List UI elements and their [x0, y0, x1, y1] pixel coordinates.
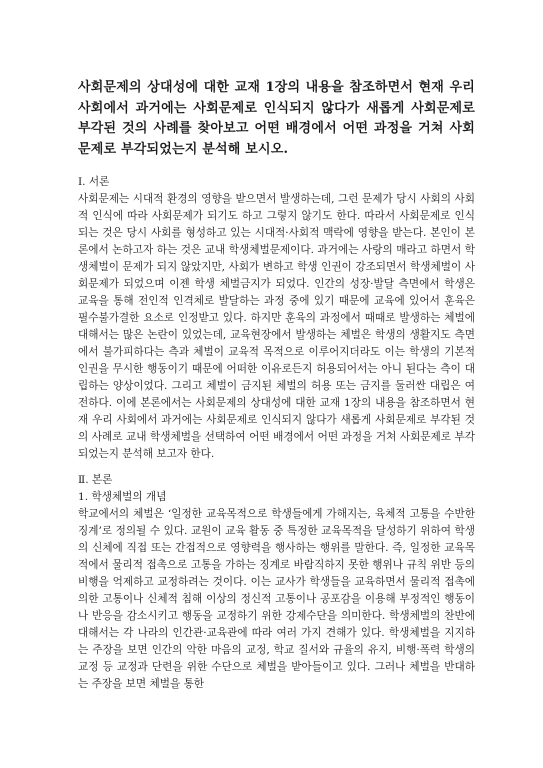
subsection-paragraph: 학교에서의 체벌은 ‘일정한 교육목적으로 학생들에게 가해지는, 육체적 고통을 수반한 징계’로 정의될 수 있다. 교원이 교육 활동 중 특정한 교육목적을 달성하기 위하여 학생의 신체에 직접 또는 간접적으로 영향력을 행사하는 행위를 말한다. 즉, 일정한 교육목적에서 물리적 접촉으로 고통을 가하는 징계로 바람직하지 못한 행위나 규칙 위반 등의 비행을 억제하고 교정하려는 것이다. 이는 교사가 학생들을 교육하면서 물리적 접촉에 의한 고통이나 신체적 침해 이상의 정신적 고통이나 공포감을 이용해 부정적인 행동이나 반응을 감소시키고 행동을 교정하기 위한 강제수단을 의미한다. 학생체벌의 찬반에 대해서는 각 나라의 인간관·교육관에 따라 여러 가지 견해가 있다. 학생체벌을 지지하는 주장을 보면 인간의 악한 마음의 교정, 학교 질서와 규율의 유지, 비행·폭력 학생의 교정 등 교정과 단련을 위한 수단으로 체벌을 받아들이고 있다. 그러나 체벌을 반대하는 주장을 보면 체벌을 통한: [78, 508, 475, 690]
assignment-title: 사회문제의 상대성에 대한 교재 1장의 내용을 참조하면서 현재 우리 사회에서 과거에는 사회문제로 인식되지 않다가 새롭게 사회문제로 부각된 것의 사례를 찾아보고 어떤 배경에서 어떤 과정을 거쳐 사회문제로 부각되었는지 분석해 보시오.: [78, 80, 475, 157]
body-heading: Ⅱ. 본론: [78, 474, 113, 486]
subsection-heading: 1. 학생체벌의 개념: [78, 491, 167, 503]
intro-paragraph: 사회문제는 시대적 환경의 영향을 받으면서 발생하는데, 그런 문제가 당시 사회의 사회적 인식에 따라 사회문제가 되기도 하고 그렇지 않기도 한다. 따라서 사회문제로 인식되는 것은 당시 사회를 형성하고 있는 시대적·사회적 맥락에 영향을 받는다. 본인이 본론에서 논하고자 하는 것은 교내 학생체벌문제이다. 과거에는 사랑의 매라고 하면서 학생체벌이 문제가 되지 않았지만, 사회가 변하고 학생 인권이 강조되면서 학생체벌이 사회문제가 되었으며 이젠 학생 체벌금지가 되었다. 인간의 성장·발달 측면에서 학생은 교육을 통해 전인적 인격체로 발달하는 과정 중에 있기 때문에 교육에 있어서 훈육은 필수불가결한 요소로 인정받고 있다. 하지만 훈육의 과정에서 때때로 발생하는 체벌에 대해서는 많은 논란이 있었는데, 교육현장에서 발생하는 체벌은 학생의 생활지도 측면에서 불가피하다는 측과 체벌이 교육적 목적으로 이루어지더라도 이는 학생의 기본적 인권을 무시한 행동이기 때문에 어떠한 이유로든지 허용되어서는 아니 된다는 측이 대립하는 양상이었다. 그리고 체벌이 금지된 체벌의 허용 또는 금지를 둘러싼 대립은 여전하다. 이에 본론에서는 사회문제의 상대성에 대한 교재 1장의 내용을 참조하면서 현재 우리 사회에서 과거에는 사회문제로 인식되지 않다가 새롭게 사회문제로 부각된 것의 사례로 교내 학생체벌을 선택하여 어떤 배경에서 어떤 과정을 거쳐 사회문제로 부각되었는지 분석해 보고자 한다.: [78, 193, 475, 460]
section-spacer: [78, 463, 475, 472]
intro-heading: Ⅰ. 서론: [78, 176, 110, 188]
